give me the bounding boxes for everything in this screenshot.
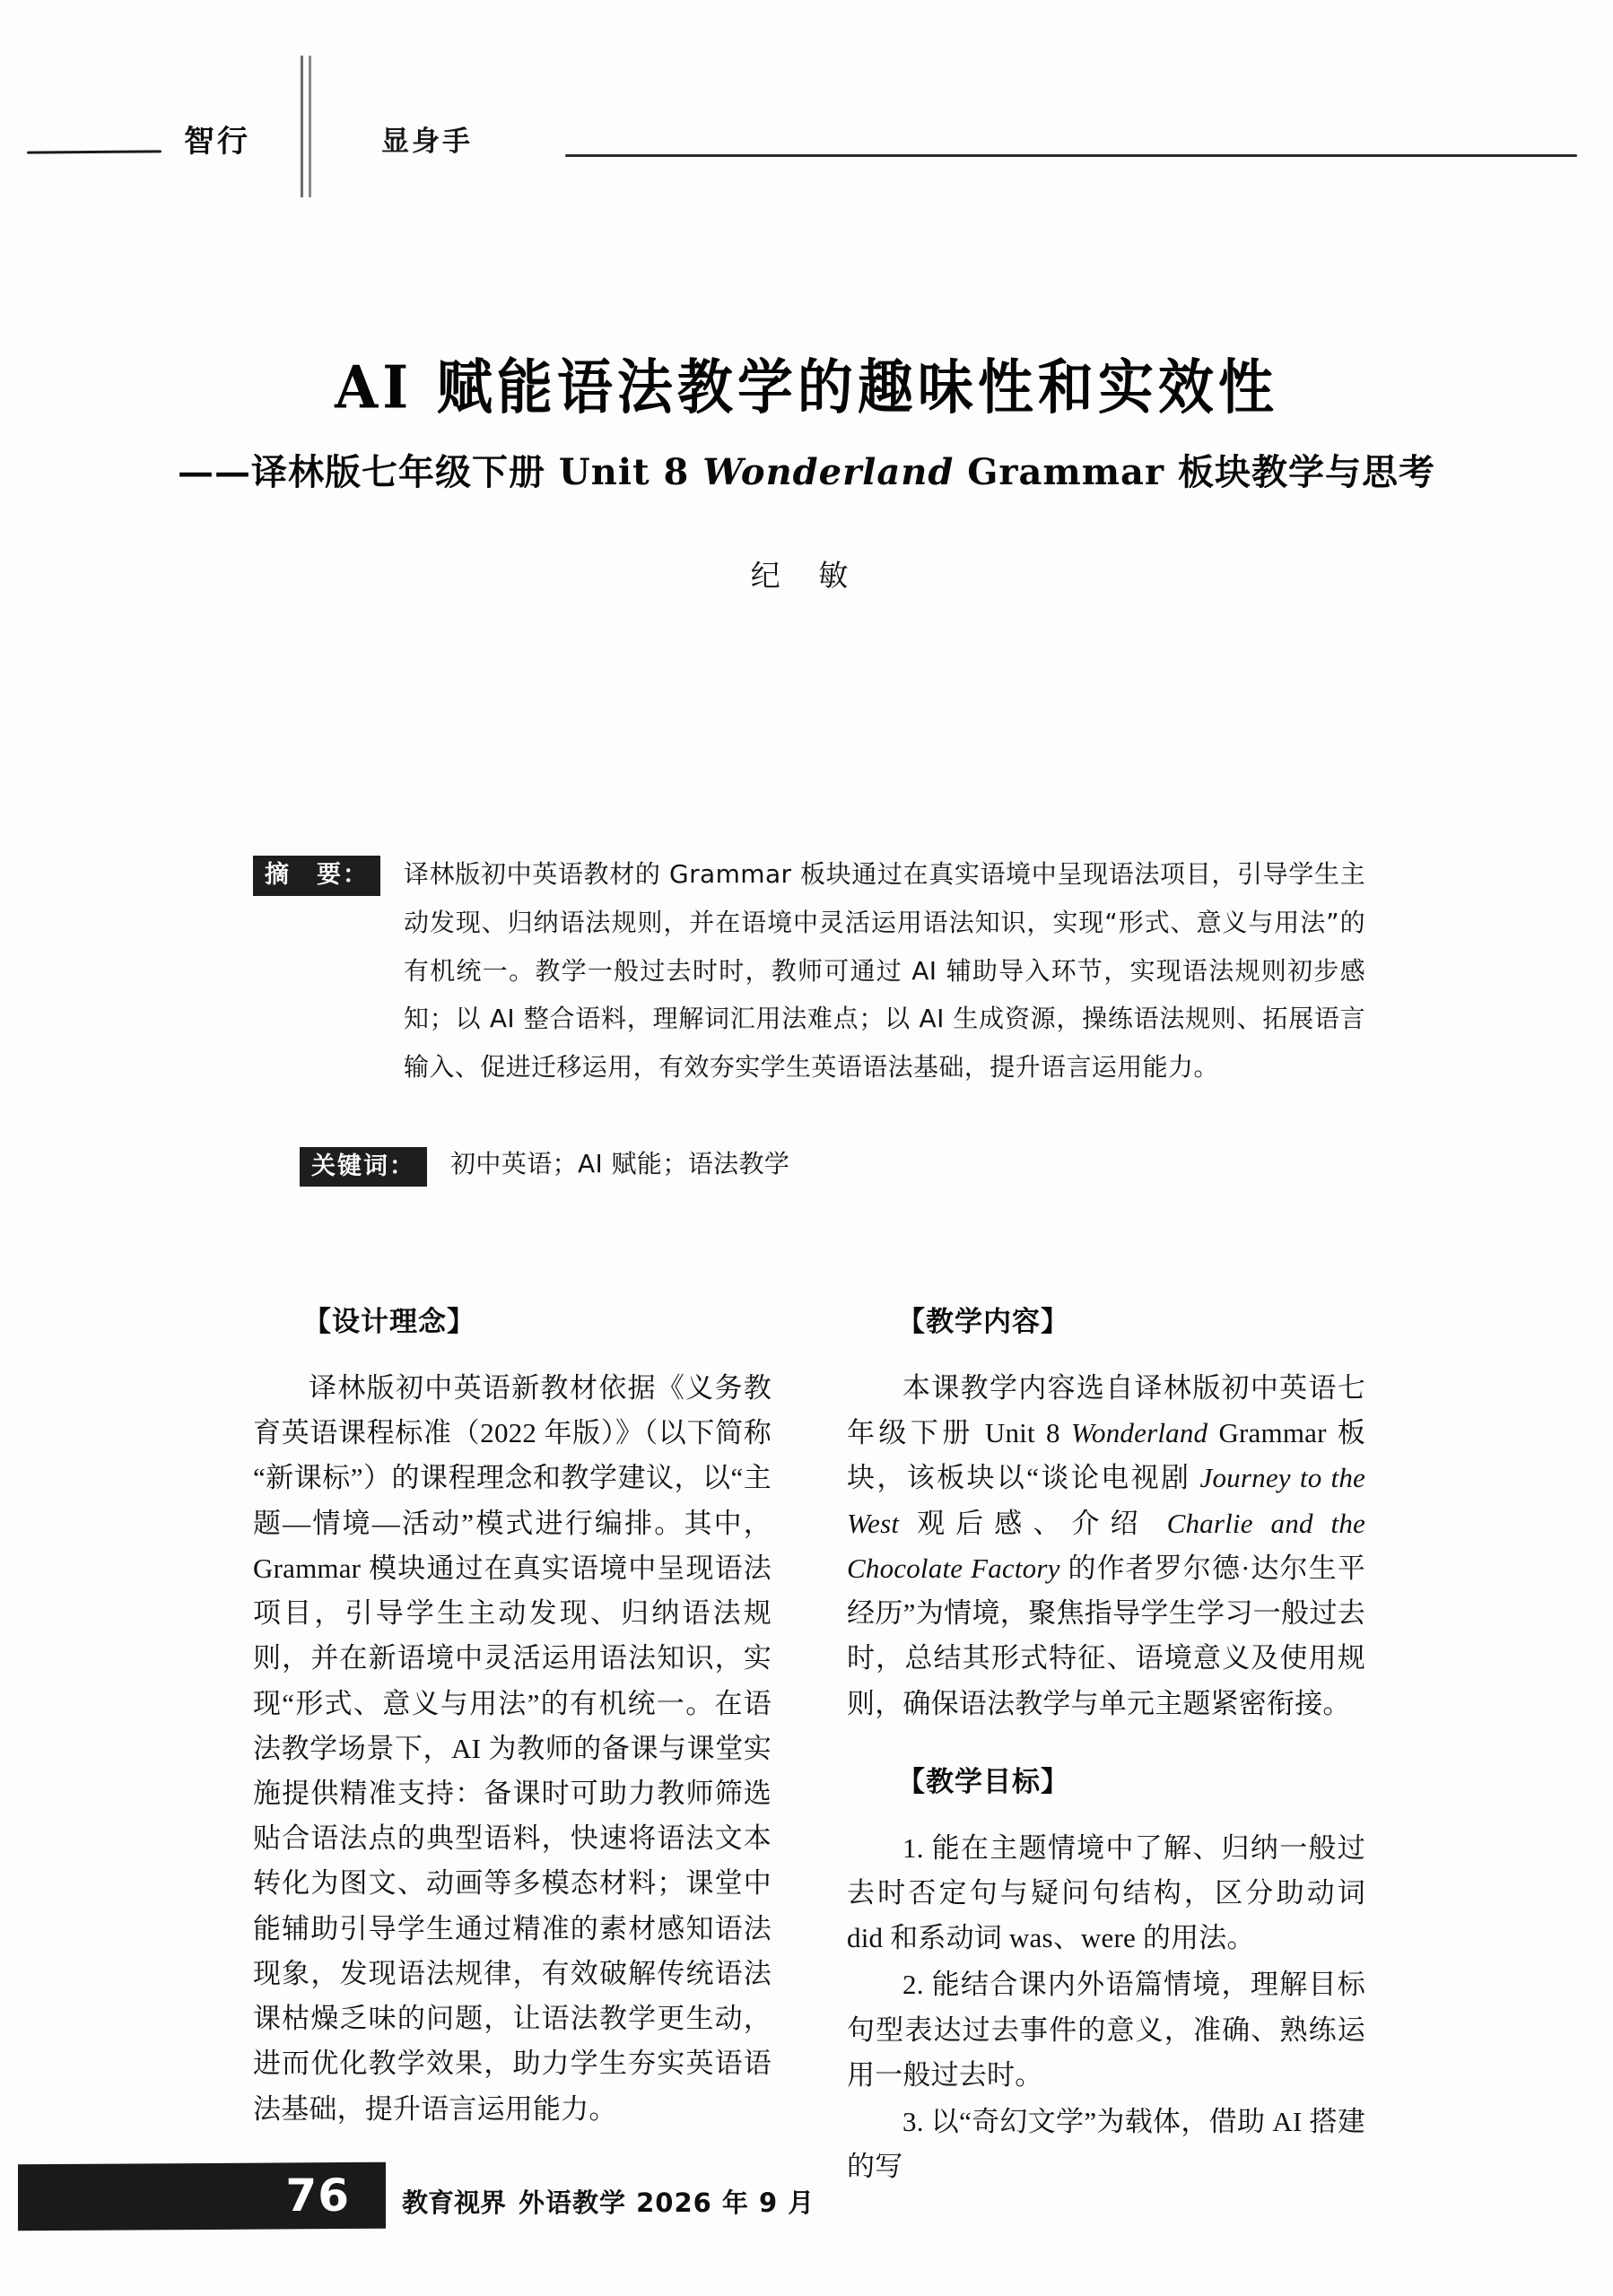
keywords-row <box>300 1142 1365 1187</box>
page-footer <box>0 2163 1613 2249</box>
section-heading-teaching-content: 【教学内容】 <box>897 1306 1069 1338</box>
page-number: 76 <box>285 2170 350 2222</box>
title-block <box>0 354 1613 595</box>
metadata-block <box>253 850 1365 1187</box>
objective-item: 3. 以“奇幻文学”为载体，借助 AI 搭建的写 <box>847 2106 1365 2183</box>
right-column <box>847 1299 1365 2190</box>
running-header <box>0 108 1613 188</box>
content-italic-wonderland: Wonderland <box>1070 1417 1208 1449</box>
abstract-row <box>253 850 1365 1091</box>
content-suffix: 的作者罗尔德·达尔生平经历”为情境，聚焦指导学生学习一般过去时，总结其形式特征、语境意义及使用规则，确保语法教学与单元主题紧密衔接。 <box>847 1552 1365 1719</box>
objective-item: 1. 能在主题情境中了解、归纳一般过去时否定句与疑问句结构，区分助动词 did 和系动词 was、were 的用法。 <box>847 1831 1365 1954</box>
header-rule-right <box>565 154 1577 157</box>
keywords-label: 关键词： <box>300 1147 427 1187</box>
author-name: 纪 敏 <box>750 558 863 594</box>
content-italic-charlie-chocolate-factory: Charlie and the Chocolate Factory <box>847 1507 1365 1584</box>
left-column <box>253 1299 772 2190</box>
section-heading-design-concept: 【设计理念】 <box>303 1306 475 1338</box>
content-italic-journey-to-the-west: Journey to the West <box>847 1462 1365 1539</box>
header-section-label: 智行 <box>184 124 250 160</box>
subtitle-suffix: Grammar 板块教学与思考 <box>954 451 1435 494</box>
abstract-text: 译林版初中英语教材的 Grammar 板块通过在真实语境中呈现语法项目，引导学生主动发现、归纳语法规则，并在语境中灵活运用语法知识，实现“形式、意义与用法”的有机统一。教学一般过去时时，教师可通过 AI 辅助导入环节，实现语法规则初步感知；以 AI 整合语料，理解词汇用法难点；以 AI 生成资源，操练语法规则、拓展语言输入、促进迁移运用，有效夯实学生英语语法基础，提升语言运用能力。 <box>404 859 1365 1082</box>
header-rule-left <box>27 150 161 153</box>
content-mid-2: 观后感、介绍 <box>899 1507 1167 1539</box>
teaching-content-paragraph <box>847 1366 1365 1726</box>
header-divider <box>301 56 313 197</box>
page-subtitle <box>0 450 1613 495</box>
content-prefix: 本课教学内容选自译林版初中英语七年级下册 Unit 8 <box>847 1372 1365 1449</box>
header-subsection-label: 显身手 <box>381 126 473 158</box>
keywords-text: 初中英语；AI 赋能；语法教学 <box>450 1148 790 1178</box>
section-heading-teaching-objectives: 【教学目标】 <box>897 1765 1069 1798</box>
article-columns <box>253 1299 1365 2190</box>
subtitle-italic-title: Wonderland <box>702 451 955 494</box>
subtitle-prefix: ——译林版七年级下册 Unit 8 <box>178 451 703 494</box>
abstract-label: 摘 要： <box>253 856 380 896</box>
design-concept-paragraph: 译林版初中英语新教材依据《义务教育英语课程标准（2022 年版）》（以下简称“新课标”）的课程理念和教学建议，以“主题—情境—活动”模式进行编排。其中，Grammar 模块通过在真实语境中呈现语法项目，引导学生主动发现、归纳语法规则，并在新语境中灵活运用语法知识，实现“形式、意义与用法”的有机统一。在语法教学场景下，AI 为教师的备课与课堂实施提供精准支持：备课时可助力教师筛选贴合语法点的典型语料，快速将语法文本转化为图文、动画等多模态材料；课堂中能辅助引导学生通过精准的素材感知语法现象，发现语法规律，有效破解传统语法课枯燥乏味的问题，让语法教学更生动，进而优化教学效果，助力学生夯实英语语法基础，提升语言运用能力。 <box>253 1372 772 2125</box>
journal-name: 教育视界 <box>402 2187 507 2218</box>
imprint-text: 外语教学 2026 年 9 月 <box>519 2187 815 2218</box>
page-title: AI 赋能语法教学的趣味性和实效性 <box>335 352 1278 422</box>
objective-item: 2. 能结合课内外语篇情境，理解目标句型表达过去事件的意义，准确、熟练运用一般过去时。 <box>847 1969 1365 2091</box>
content-mid-1: Grammar 板块，该板块以“谈论电视剧 <box>847 1417 1365 1494</box>
footer-imprint <box>402 2183 815 2220</box>
